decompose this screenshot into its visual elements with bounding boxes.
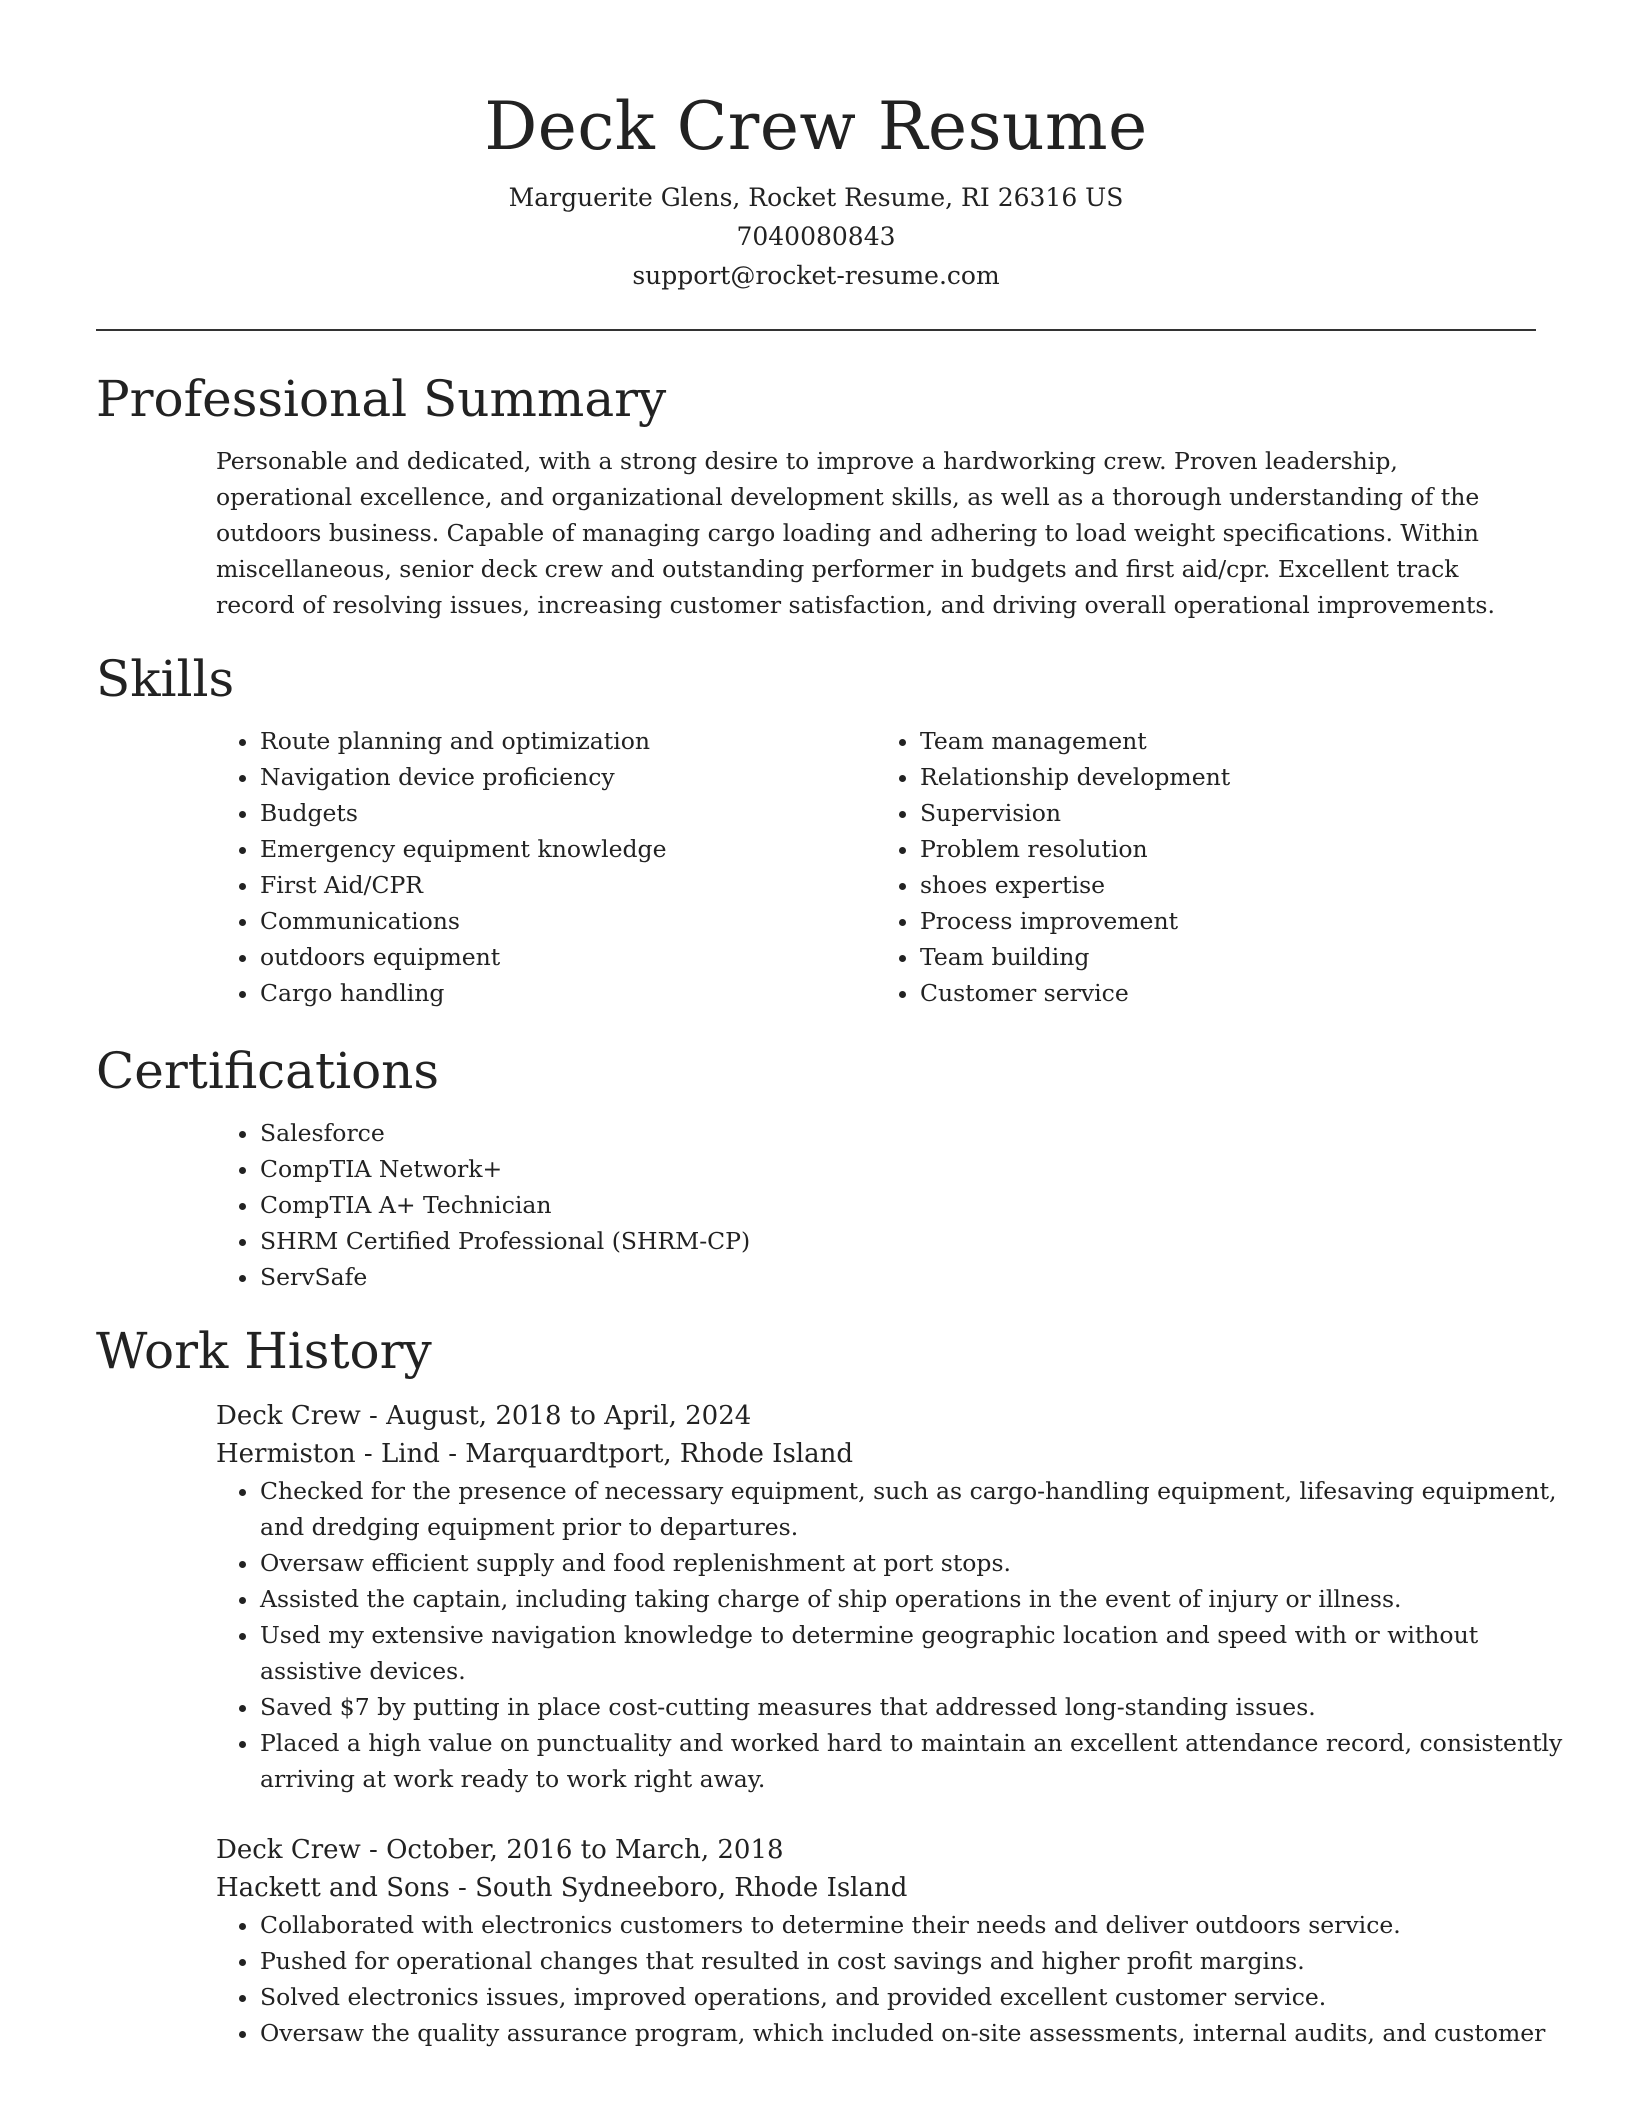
- skill-item: • Process improvement: [920, 903, 1536, 939]
- skill-item: • Customer service: [920, 975, 1536, 1011]
- skill-item: • Emergency equipment knowledge: [260, 831, 876, 867]
- job-company-line: [216, 1435, 1536, 1473]
- skill-item: • Team building: [920, 939, 1536, 975]
- job-bullet: • Checked for the presence of necessary equipment, such as cargo-handling equipment, lifesaving equipment, and dredging equipment prior to departures.: [260, 1473, 1580, 1545]
- skill-item: • Team management: [920, 723, 1536, 759]
- certification-item: • CompTIA A+ Technician: [260, 1187, 1536, 1223]
- job-bullets: [216, 1473, 1580, 1797]
- job-bullet: • Solved electronics issues, improved operations, and provided excellent customer service.: [260, 1979, 1580, 2015]
- certification-item: • CompTIA Network+: [260, 1151, 1536, 1187]
- job-title: Deck Crew: [216, 1835, 361, 1865]
- job-entry: [216, 1397, 1563, 1797]
- resume-header: [96, 0, 1536, 295]
- resume-page: [96, 0, 1563, 2051]
- page-title: Deck Crew Resume: [484, 88, 1148, 165]
- job-company: Hackett and Sons: [216, 1873, 450, 1903]
- job-company: Hermiston - Lind: [216, 1439, 440, 1469]
- certification-item: • Salesforce: [260, 1115, 1536, 1151]
- skill-item: • Relationship development: [920, 759, 1536, 795]
- contact-phone: 7040080843: [736, 222, 896, 251]
- job-entry: [216, 1831, 1546, 2051]
- job-bullet: • Assisted the captain, including taking charge of ship operations in the event of injury or illness.: [260, 1581, 1580, 1617]
- skills-list-right: [876, 723, 1536, 1011]
- summary-heading: Professional Summary: [96, 370, 667, 428]
- job-dates: - October, 2016 to March, 2018: [360, 1835, 784, 1865]
- skills-heading: Skills: [96, 650, 235, 708]
- header-divider: [96, 329, 1536, 331]
- skill-item: • outdoors equipment: [260, 939, 876, 975]
- skills-columns: [216, 723, 1536, 1011]
- skill-item: • Supervision: [920, 795, 1536, 831]
- job-location: - Marquardtport, Rhode Island: [439, 1439, 854, 1469]
- certifications-block: [216, 1115, 1536, 1295]
- job-title-line: [216, 1831, 1536, 1869]
- skill-item: • Route planning and optimization: [260, 723, 876, 759]
- contact-block: [96, 178, 1536, 295]
- contact-address: Marguerite Glens, Rocket Resume, RI 26316 US: [508, 183, 1124, 212]
- job-dates: - August, 2018 to April, 2024: [360, 1401, 752, 1431]
- job-bullet: • Oversaw the quality assurance program, which included on-site assessments, internal audits, and customer: [260, 2015, 1580, 2051]
- skill-item: • First Aid/CPR: [260, 867, 876, 903]
- skill-item: • Budgets: [260, 795, 876, 831]
- job-bullet: • Used my extensive navigation knowledge to determine geographic location and speed with or without assistive devices.: [260, 1617, 1580, 1689]
- job-title-line: [216, 1397, 1536, 1435]
- job-company-line: [216, 1869, 1536, 1907]
- job-bullet: • Oversaw efficient supply and food replenishment at port stops.: [260, 1545, 1580, 1581]
- contact-email: support@rocket-resume.com: [632, 261, 1000, 290]
- job-bullet: • Saved $7 by putting in place cost-cutting measures that addressed long-standing issues.: [260, 1689, 1580, 1725]
- job-bullets: [216, 1907, 1580, 2051]
- skill-item: • Navigation device proficiency: [260, 759, 876, 795]
- certification-item: • ServSafe: [260, 1259, 1536, 1295]
- summary-text: Personable and dedicated, with a strong desire to improve a hardworking crew. Proven leadership, operational excellence, and organizational development skills, as well as a thorough understanding of the outdoors business. Capable of managing cargo loading and adhering to load weight specifications. Within miscellaneous, senior deck crew and outstanding performer in budgets and first aid/cpr. Excellent track record of resolving issues, increasing customer satisfaction, and driving overall operational improvements.: [216, 447, 1495, 619]
- job-bullet: • Collaborated with electronics customers to determine their needs and deliver outdoors service.: [260, 1907, 1580, 1943]
- skill-item: • Cargo handling: [260, 975, 876, 1011]
- skills-list-left: [216, 723, 876, 1011]
- work-history-heading: Work History: [96, 1322, 432, 1380]
- certifications-heading: Certifications: [96, 1042, 440, 1100]
- job-bullet: • Placed a high value on punctuality and worked hard to maintain an excellent attendance record, consistently arriving at work ready to work right away.: [260, 1725, 1580, 1797]
- skill-item: • Problem resolution: [920, 831, 1536, 867]
- certification-item: • SHRM Certified Professional (SHRM-CP): [260, 1223, 1536, 1259]
- skill-item: • Communications: [260, 903, 876, 939]
- job-bullet: • Pushed for operational changes that resulted in cost savings and higher profit margins.: [260, 1943, 1580, 1979]
- certifications-list: [216, 1115, 1536, 1295]
- skill-item: • shoes expertise: [920, 867, 1536, 903]
- job-location: - South Sydneeboro, Rhode Island: [449, 1873, 908, 1903]
- job-title: Deck Crew: [216, 1401, 361, 1431]
